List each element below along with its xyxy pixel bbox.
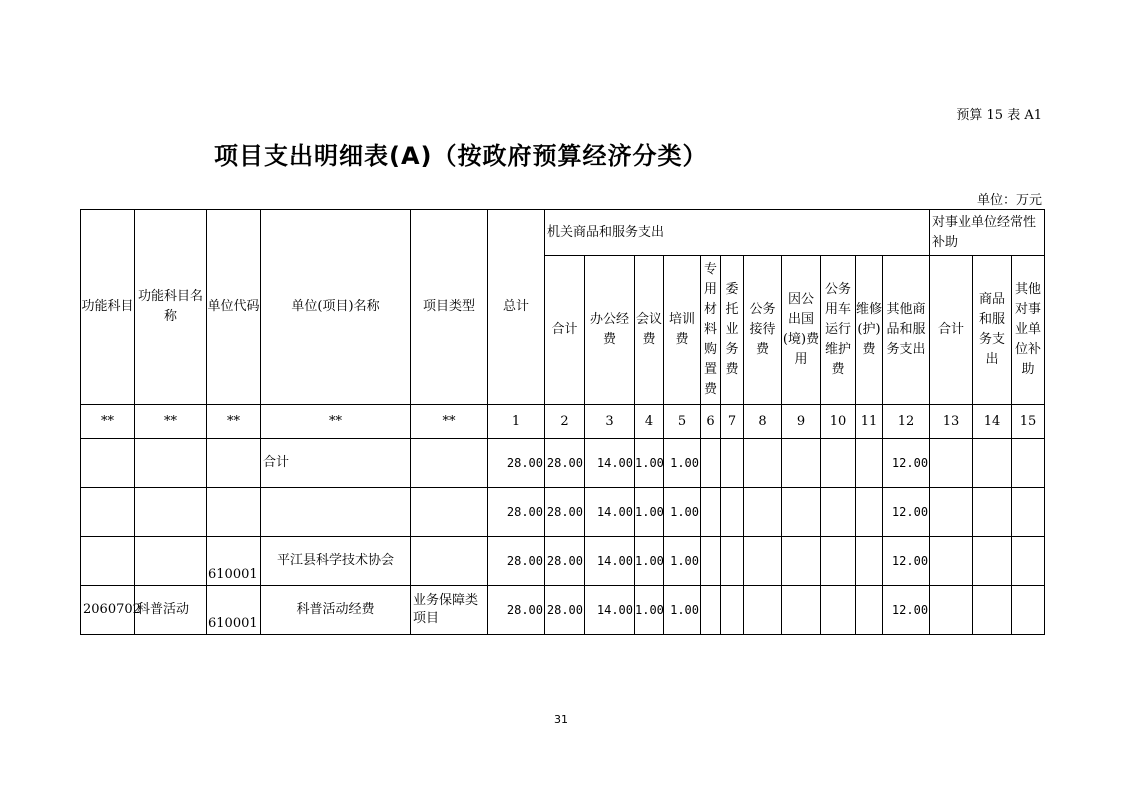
table-cell-unit-code: 610001 <box>207 586 261 635</box>
table-cell-c2: 28.00 <box>545 439 585 488</box>
table-cell-func-name: 科普活动 <box>135 586 207 635</box>
table-cell-c11 <box>856 586 883 635</box>
table-cell-c14 <box>973 439 1012 488</box>
table-cell-c3: 14.00 <box>585 439 635 488</box>
table-cell-func-code <box>81 537 135 586</box>
table-cell-c4: 1.00 <box>635 488 664 537</box>
table-cell-c9 <box>782 488 821 537</box>
table-cell-c9 <box>782 439 821 488</box>
header-overseas-fee: 因公出国(境)费用 <box>782 256 821 405</box>
header-training-fee: 培训费 <box>664 256 701 405</box>
header-project-type: 项目类型 <box>411 210 488 405</box>
table-cell-c10 <box>821 488 856 537</box>
table-cell-unit-name: 合计 <box>261 439 411 488</box>
table-cell-c14 <box>973 586 1012 635</box>
table-cell-project-type <box>411 488 488 537</box>
table-cell-func-code: 2060702 <box>81 586 135 635</box>
header-maintenance-fee: 维修(护)费 <box>856 256 883 405</box>
table-cell-c8 <box>744 439 782 488</box>
header-meeting-fee: 会议费 <box>635 256 664 405</box>
table-cell-c6 <box>701 439 721 488</box>
header-office-expense: 办公经费 <box>585 256 635 405</box>
table-cell-c5: 1.00 <box>664 488 701 537</box>
table-cell-c10 <box>821 586 856 635</box>
table-cell-c11 <box>856 488 883 537</box>
table-cell-func-code <box>81 488 135 537</box>
table-cell-c13 <box>930 537 973 586</box>
table-cell-c5: 1.00 <box>664 439 701 488</box>
header-other-goods: 其他商品和服务支出 <box>883 256 930 405</box>
table-cell-c6 <box>701 586 721 635</box>
table-cell-unit-code <box>207 488 261 537</box>
table-cell-c12: 12.00 <box>883 586 930 635</box>
data-body <box>81 439 1045 635</box>
table-cell-c15 <box>1012 488 1045 537</box>
index-cell: 8 <box>744 405 782 439</box>
table-cell-c4: 1.00 <box>635 537 664 586</box>
table-cell-project-type <box>411 439 488 488</box>
index-cell: ** <box>207 405 261 439</box>
table-cell-c6 <box>701 488 721 537</box>
header-unit-code: 单位代码 <box>207 210 261 405</box>
table-cell-c11 <box>856 537 883 586</box>
table-cell-c10 <box>821 439 856 488</box>
header-vehicle-fee: 公务用车运行维护费 <box>821 256 856 405</box>
index-cell: 7 <box>721 405 744 439</box>
table-cell-c7 <box>721 537 744 586</box>
table-cell-func-name <box>135 439 207 488</box>
table-cell-c12: 12.00 <box>883 439 930 488</box>
index-cell: ** <box>135 405 207 439</box>
header-subsidy-group: 对事业单位经常性补助 <box>930 210 1045 256</box>
index-cell: 2 <box>545 405 585 439</box>
index-cell: 5 <box>664 405 701 439</box>
table-cell-c15 <box>1012 439 1045 488</box>
table-row <box>81 586 1045 635</box>
table-cell-c7 <box>721 439 744 488</box>
table-cell-c6 <box>701 537 721 586</box>
index-cell: 3 <box>585 405 635 439</box>
index-cell: 1 <box>488 405 545 439</box>
header-func-code: 功能科目 <box>81 210 135 405</box>
table-cell-c13 <box>930 586 973 635</box>
table-cell-c2: 28.00 <box>545 537 585 586</box>
index-cell: 9 <box>782 405 821 439</box>
table-cell-c14 <box>973 537 1012 586</box>
table-number-note: 预算 15 表 A1 <box>956 108 1042 123</box>
budget-table <box>80 209 1045 635</box>
table-cell-c15 <box>1012 586 1045 635</box>
table-cell-project-type <box>411 537 488 586</box>
table-cell-c8 <box>744 488 782 537</box>
table-cell-c10 <box>821 537 856 586</box>
index-cell: 14 <box>973 405 1012 439</box>
table-cell-c8 <box>744 537 782 586</box>
index-cell: ** <box>261 405 411 439</box>
table-cell-total: 28.00 <box>488 488 545 537</box>
table-cell-c12: 12.00 <box>883 488 930 537</box>
table-cell-c8 <box>744 586 782 635</box>
header-commission-fee: 委托业务费 <box>721 256 744 405</box>
table-cell-c2: 28.00 <box>545 586 585 635</box>
index-row <box>81 405 1045 439</box>
table-cell-c4: 1.00 <box>635 586 664 635</box>
header-special-material: 专用材料购置费 <box>701 256 721 405</box>
table-cell-c15 <box>1012 537 1045 586</box>
index-cell: 11 <box>856 405 883 439</box>
table-cell-c4: 1.00 <box>635 439 664 488</box>
index-cell: 12 <box>883 405 930 439</box>
table-cell-c7 <box>721 586 744 635</box>
table-cell-total: 28.00 <box>488 537 545 586</box>
table-cell-c13 <box>930 488 973 537</box>
table-cell-unit-name: 科普活动经费 <box>261 586 411 635</box>
table-row <box>81 439 1045 488</box>
table-row <box>81 537 1045 586</box>
table-cell-c11 <box>856 439 883 488</box>
index-cell: ** <box>81 405 135 439</box>
table-cell-project-type: 业务保障类项目 <box>411 586 488 635</box>
header-unit-name: 单位(项目)名称 <box>261 210 411 405</box>
page-number: 31 <box>554 713 568 726</box>
table-cell-c2: 28.00 <box>545 488 585 537</box>
header-reception-fee: 公务接待费 <box>744 256 782 405</box>
table-cell-c5: 1.00 <box>664 586 701 635</box>
unit-label: 单位：万元 <box>976 193 1042 208</box>
table-cell-total: 28.00 <box>488 439 545 488</box>
header-func-name: 功能科目名称 <box>135 210 207 405</box>
table-cell-c3: 14.00 <box>585 537 635 586</box>
table-cell-unit-name <box>261 488 411 537</box>
index-cell: ** <box>411 405 488 439</box>
table-cell-c12: 12.00 <box>883 537 930 586</box>
header-row-1 <box>81 210 1045 256</box>
table-cell-c5: 1.00 <box>664 537 701 586</box>
table-row <box>81 488 1045 537</box>
table-cell-c9 <box>782 586 821 635</box>
table-cell-func-name <box>135 537 207 586</box>
header-subsidy-total: 合计 <box>930 256 973 405</box>
page-title: 项目支出明细表(A)（按政府预算经济分类） <box>214 142 708 170</box>
index-cell: 4 <box>635 405 664 439</box>
table-cell-unit-code <box>207 439 261 488</box>
table-cell-c9 <box>782 537 821 586</box>
index-cell: 15 <box>1012 405 1045 439</box>
index-cell: 13 <box>930 405 973 439</box>
table-cell-c7 <box>721 488 744 537</box>
table-cell-unit-name: 平江县科学技术协会 <box>261 537 411 586</box>
index-cell: 10 <box>821 405 856 439</box>
header-subsidy-goods: 商品和服务支出 <box>973 256 1012 405</box>
header-goods-services-group: 机关商品和服务支出 <box>545 210 930 256</box>
header-subsidy-other: 其他对事业单位补助 <box>1012 256 1045 405</box>
table-cell-total: 28.00 <box>488 586 545 635</box>
table-cell-c3: 14.00 <box>585 488 635 537</box>
table-cell-func-code <box>81 439 135 488</box>
table-cell-c13 <box>930 439 973 488</box>
header-total: 总计 <box>488 210 545 405</box>
table-cell-func-name <box>135 488 207 537</box>
header-sub-total: 合计 <box>545 256 585 405</box>
index-cell: 6 <box>701 405 721 439</box>
table-cell-c3: 14.00 <box>585 586 635 635</box>
table-cell-c14 <box>973 488 1012 537</box>
table-cell-unit-code: 610001 <box>207 537 261 586</box>
